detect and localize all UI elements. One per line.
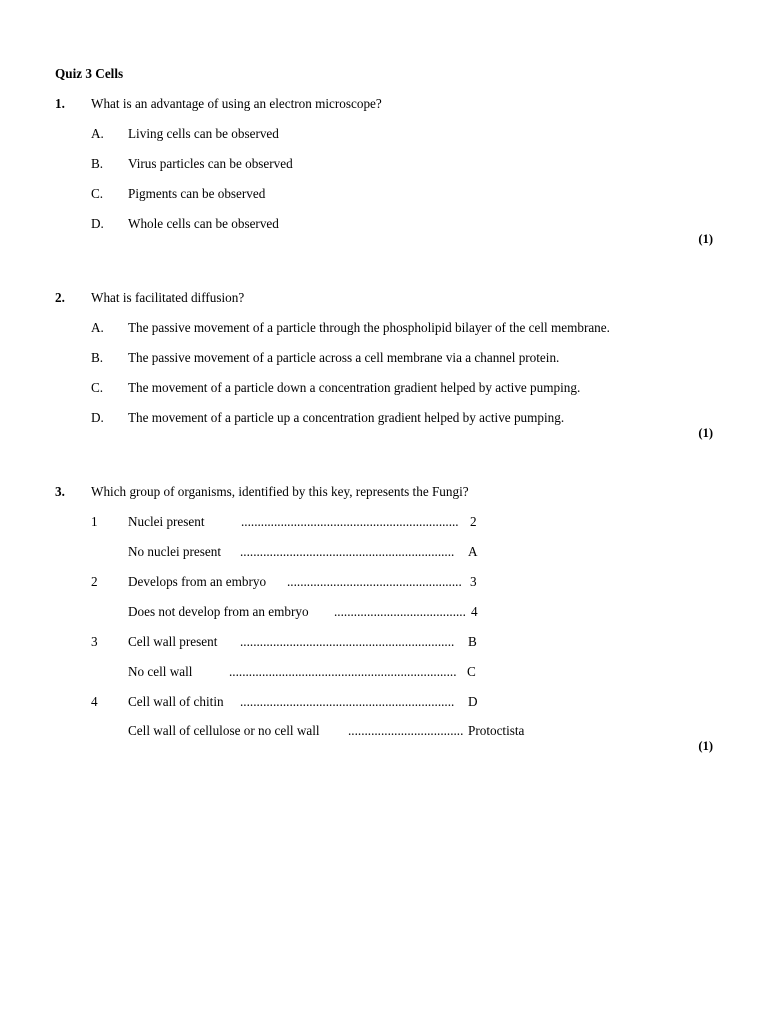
marks-label: (1): [698, 739, 713, 753]
option-letter: D.: [91, 410, 104, 425]
key-step-number: 1: [91, 514, 98, 529]
option-letter: D.: [91, 216, 104, 231]
key-statement: Develops from an embryo: [128, 574, 267, 589]
key-leader-dots: .................................................................: [240, 544, 455, 559]
option-text: Virus particles can be observed: [128, 156, 293, 171]
question-text: What is an advantage of using an electron microscope?: [91, 96, 382, 111]
key-result: A: [468, 544, 478, 559]
key-result: 4: [471, 604, 478, 619]
key-step-number: 4: [91, 694, 98, 709]
key-leader-dots: .................................................................: [240, 634, 455, 649]
option-letter: C.: [91, 186, 104, 201]
option-letter: A.: [91, 126, 104, 141]
marks-label: (1): [698, 232, 713, 246]
question-number: 2.: [55, 290, 65, 305]
option-letter: B.: [91, 156, 104, 171]
key-leader-dots: .....................................................................: [229, 664, 457, 679]
key-leader-dots: .................................................................: [240, 694, 455, 709]
key-leader-dots: ...................................: [348, 723, 464, 738]
option-text: Living cells can be observed: [128, 126, 279, 141]
key-statement: No cell wall: [128, 664, 193, 679]
key-statement: Cell wall of cellulose or no cell wall: [128, 723, 320, 738]
option-text: The passive movement of a particle across a cell membrane via a channel protein.: [128, 350, 560, 365]
key-result: B: [468, 634, 477, 649]
key-result: D: [468, 694, 478, 709]
key-result: 3: [470, 574, 477, 589]
option-letter: A.: [91, 320, 104, 335]
question-text: What is facilitated diffusion?: [91, 290, 245, 305]
option-letter: B.: [91, 350, 104, 365]
marks-label: (1): [698, 426, 713, 440]
key-result: Protoctista: [468, 723, 525, 738]
option-text: The passive movement of a particle through the phospholipid bilayer of the cell membrane.: [128, 320, 610, 335]
question-number: 3.: [55, 484, 65, 499]
key-statement: No nuclei present: [128, 544, 222, 559]
option-text: The movement of a particle up a concentration gradient helped by active pumping.: [128, 410, 565, 425]
question-number: 1.: [55, 96, 65, 111]
key-step-number: 2: [91, 574, 98, 589]
option-text: The movement of a particle down a concentration gradient helped by active pumping.: [128, 380, 581, 395]
key-statement: Cell wall of chitin: [128, 694, 224, 709]
key-statement: Nuclei present: [128, 514, 205, 529]
key-leader-dots: .....................................................: [287, 574, 462, 589]
page-title: Quiz 3 Cells: [55, 66, 124, 81]
key-statement: Cell wall present: [128, 634, 218, 649]
question-text: Which group of organisms, identified by this key, represents the Fungi?: [91, 484, 469, 499]
option-text: Whole cells can be observed: [128, 216, 279, 231]
key-leader-dots: ........................................: [334, 604, 466, 619]
option-letter: C.: [91, 380, 104, 395]
key-result: 2: [470, 514, 477, 529]
option-text: Pigments can be observed: [128, 186, 266, 201]
key-step-number: 3: [91, 634, 98, 649]
key-result: C: [467, 664, 476, 679]
key-leader-dots: ..................................................................: [241, 514, 459, 529]
key-statement: Does not develop from an embryo: [128, 604, 309, 619]
